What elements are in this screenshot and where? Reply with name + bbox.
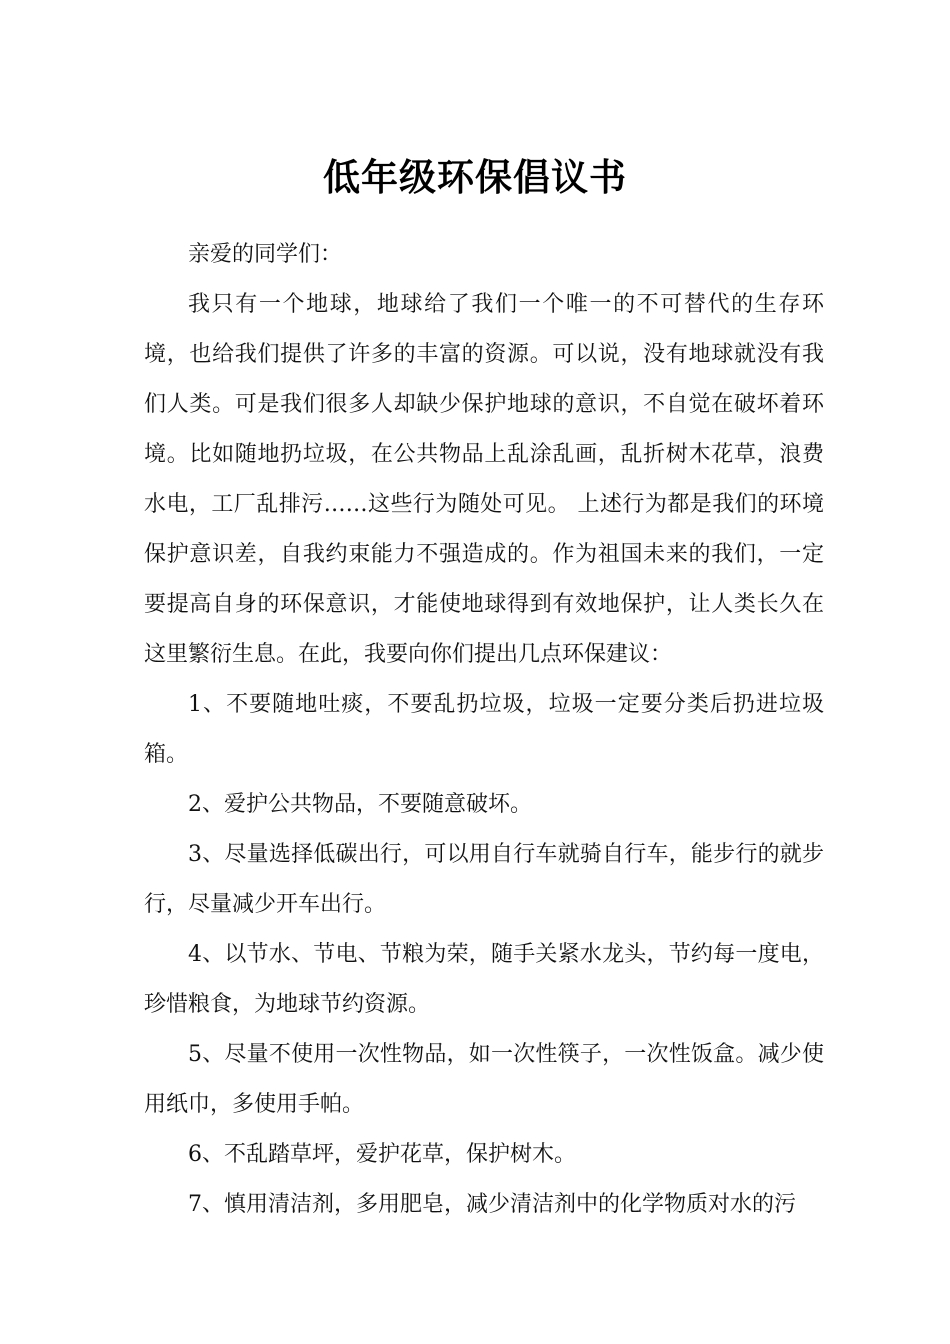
suggestion-item-6: 6、不乱踏草坪，爱护花草，保护树木。 [188,1142,576,1167]
suggestion-item-2: 2、爱护公共物品，不要随意破坏。 [188,792,532,817]
greeting-paragraph: 亲爱的同学们： [188,242,343,267]
suggestion-item-4: 4、以节水、节电、节粮为荣，随手关紧水龙头，节约每一度电，珍惜粮食，为地球节约资源。 [144,942,824,1017]
suggestion-item-3: 3、尽量选择低碳出行，可以用自行车就骑自行车，能步行的就步行，尽量减少开车出行。 [144,842,824,917]
suggestion-item-7: 7、慎用清洁剂，多用肥皂，减少清洁剂中的化学物质对水的污 [188,1192,796,1217]
document-body [144,230,824,1230]
suggestion-item-5: 5、尽量不使用一次性物品，如一次性筷子，一次性饭盒。减少使用纸巾，多使用手帕。 [144,1042,824,1117]
intro-paragraph: 我只有一个地球，地球给了我们一个唯一的不可替代的生存环境，也给我们提供了许多的丰富的资源。可以说，没有地球就没有我们人类。可是我们很多人却缺少保护地球的意识，不自觉在破坏着环境。比如随地扔垃圾，在公共物品上乱涂乱画，乱折树木花草，浪费水电，工厂乱排污……这些行为随处可见。 上述行为都是我们的环境保护意识差，自我约束能力不强造成的。作为祖国未来的我们，一定要提高自身的环保意识，才能使地球得到有效地保护，让人类长久在这里繁衍生息。在此，我要向你们提出几点环保建议： [144,292,824,667]
document-title: 低年级环保倡议书 [323,154,627,199]
suggestion-item-1: 1、不要随地吐痰，不要乱扔垃圾，垃圾一定要分类后扔进垃圾箱。 [144,692,824,767]
